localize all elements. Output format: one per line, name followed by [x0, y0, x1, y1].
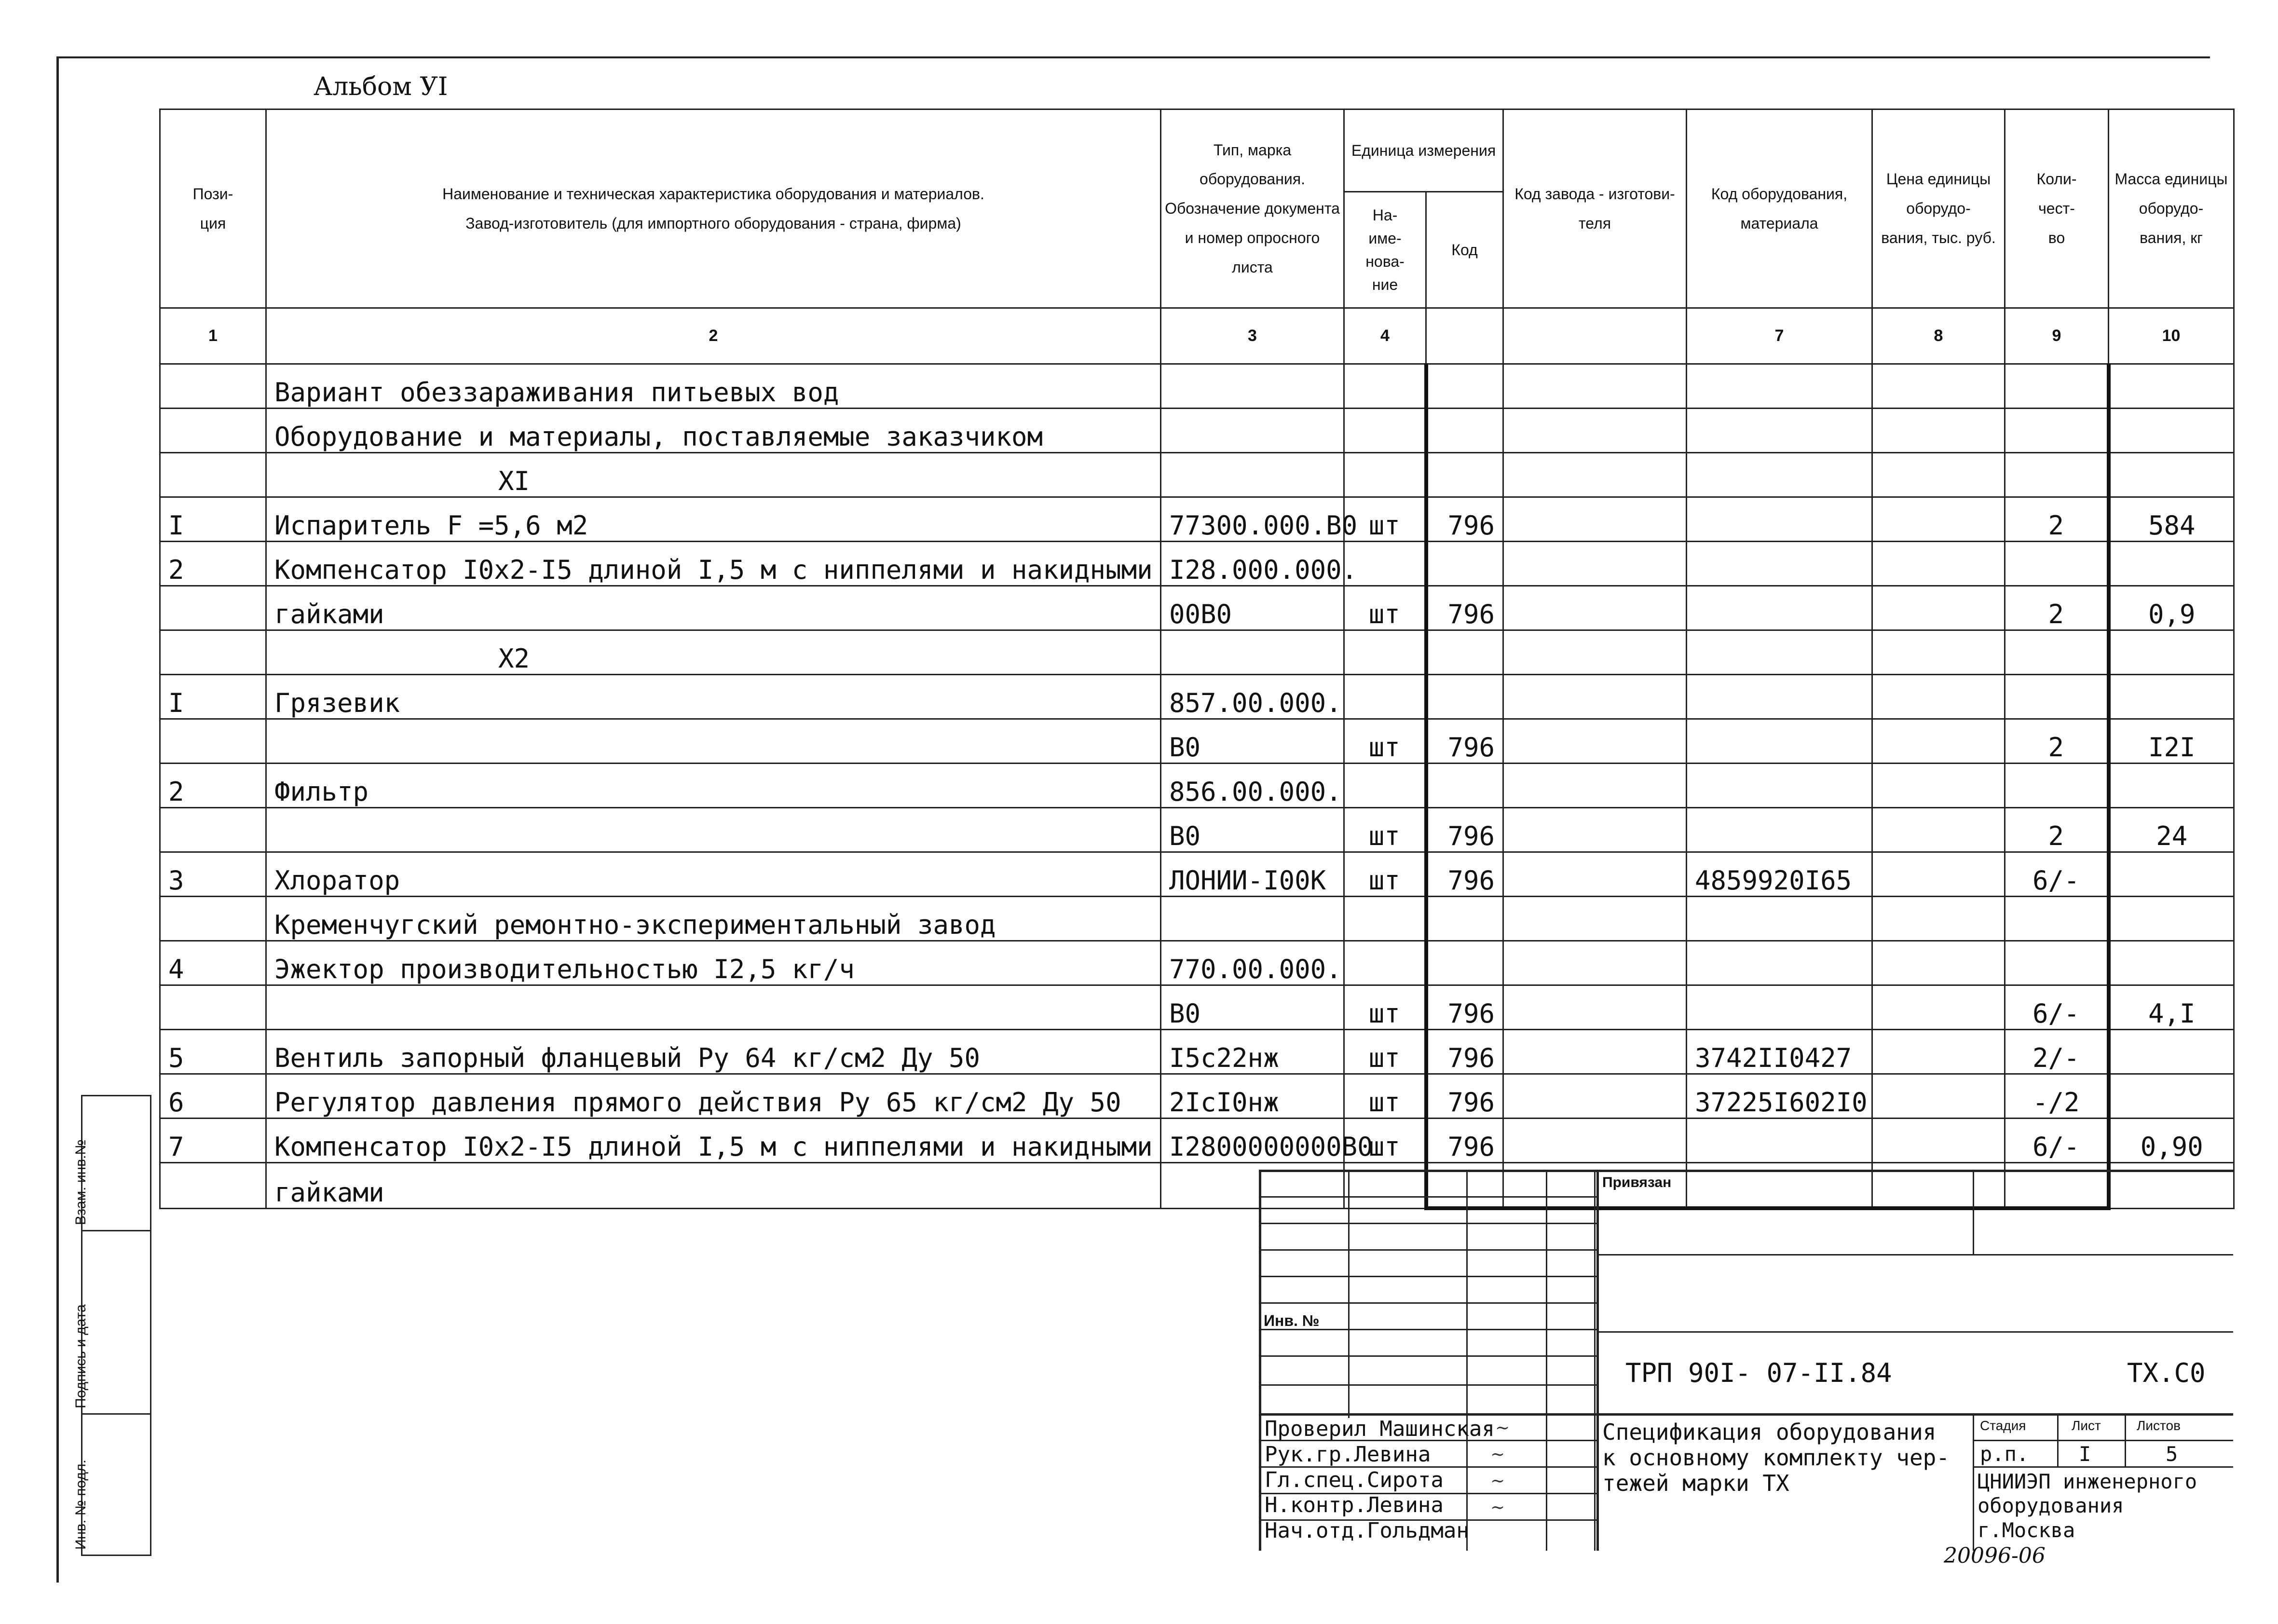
- unit-name-cell: [1344, 630, 1426, 675]
- price-cell: [1872, 897, 2005, 941]
- album-label: Альбом УI: [314, 72, 448, 101]
- type-cell: [1161, 630, 1344, 675]
- factory-code-cell: [1503, 453, 1687, 497]
- mass-cell: [2109, 897, 2234, 941]
- side-stamp-inv-replace: Взам. инв.№: [82, 1096, 150, 1231]
- unit-code-cell: 796: [1426, 852, 1503, 897]
- column-number-cell: 3: [1161, 308, 1344, 364]
- unit-name-cell: шт: [1344, 808, 1426, 852]
- signatory-department-head: Нач.отд.Гольдман: [1265, 1518, 1469, 1543]
- name-cell: Вентиль запорный фланцевый Ру 64 кг/см2 Ду 50: [266, 1030, 1161, 1074]
- quantity-cell: 2: [2005, 808, 2109, 852]
- table-row: [160, 675, 2234, 719]
- side-stamp-inv-original: Инв. № подл.: [73, 1460, 89, 1550]
- price-cell: [1872, 1030, 2005, 1074]
- unit-code-cell: [1426, 630, 1503, 675]
- mass-cell: [2109, 675, 2234, 719]
- unit-code-cell: [1426, 764, 1503, 808]
- unit-name-cell: шт: [1344, 586, 1426, 630]
- quantity-cell: -/2: [2005, 1074, 2109, 1119]
- header-price: Цена единицы оборудо- вания, тыс. руб.: [1872, 109, 2005, 308]
- header-factory-code: Код завода - изготови- теля: [1503, 109, 1687, 308]
- unit-name-cell: [1344, 941, 1426, 985]
- quantity-cell: 2: [2005, 719, 2109, 764]
- name-cell: Компенсатор I0х2-I5 длиной I,5 м с ниппелями и накидными: [266, 542, 1161, 586]
- price-cell: [1872, 409, 2005, 453]
- quantity-cell: [2005, 897, 2109, 941]
- name-cell: [266, 719, 1161, 764]
- factory-code-cell: [1503, 852, 1687, 897]
- column-number-cell: 2: [266, 308, 1161, 364]
- table-row: [160, 808, 2234, 852]
- unit-name-cell: шт: [1344, 497, 1426, 542]
- side-stamp: [73, 1095, 151, 1556]
- table-row: [160, 364, 2234, 409]
- table-row: [160, 497, 2234, 542]
- type-cell: I5с22нж: [1161, 1030, 1344, 1074]
- price-cell: [1872, 586, 2005, 630]
- position-cell: [160, 808, 266, 852]
- header-equipment-code: Код оборудования, материала: [1687, 109, 1872, 308]
- factory-code-cell: [1503, 1074, 1687, 1119]
- position-cell: [160, 719, 266, 764]
- mass-cell: [2109, 542, 2234, 586]
- document-title: Спецификация оборудования к основному комплекту чер- тежей марки ТХ: [1602, 1419, 1950, 1496]
- equipment-code-cell: [1687, 808, 1872, 852]
- type-cell: [1161, 897, 1344, 941]
- mass-cell: [2109, 364, 2234, 409]
- table-row: [160, 897, 2234, 941]
- unit-code-cell: 796: [1426, 586, 1503, 630]
- type-cell: [1161, 409, 1344, 453]
- equipment-code-cell: [1687, 453, 1872, 497]
- signature-mark: ~: [1490, 1498, 1505, 1517]
- table-row: [160, 453, 2234, 497]
- quantity-cell: 6/-: [2005, 1119, 2109, 1163]
- table-row: [160, 719, 2234, 764]
- factory-code-cell: [1503, 364, 1687, 409]
- signature-mark: ~: [1495, 1418, 1510, 1438]
- quantity-cell: 2: [2005, 497, 2109, 542]
- column-number-cell: 10: [2109, 308, 2234, 364]
- equipment-code-cell: [1687, 409, 1872, 453]
- inv-number-label: Инв. №: [1264, 1312, 1320, 1329]
- column-number-cell: 7: [1687, 308, 1872, 364]
- quantity-cell: [2005, 542, 2109, 586]
- name-cell: Оборудование и материалы, поставляемые заказчиком: [266, 409, 1161, 453]
- position-cell: 7: [160, 1119, 266, 1163]
- title-block: [1259, 1170, 2233, 1551]
- price-cell: [1872, 808, 2005, 852]
- type-cell: 2IсI0нж: [1161, 1074, 1344, 1119]
- position-cell: 2: [160, 764, 266, 808]
- unit-name-cell: [1344, 364, 1426, 409]
- mass-cell: 0,9: [2109, 586, 2234, 630]
- column-number-cell: 4: [1344, 308, 1426, 364]
- quantity-cell: 2: [2005, 586, 2109, 630]
- factory-code-cell: [1503, 985, 1687, 1030]
- specification-rows: [160, 364, 2234, 1209]
- signatory-norm-control: Н.контр.Левина: [1265, 1493, 1444, 1518]
- quantity-cell: 6/-: [2005, 985, 2109, 1030]
- table-row: [160, 985, 2234, 1030]
- type-cell: В0: [1161, 719, 1344, 764]
- price-cell: [1872, 630, 2005, 675]
- unit-code-cell: [1426, 675, 1503, 719]
- name-cell: Компенсатор I0х2-I5 длиной I,5 м с ниппелями и накидными: [266, 1119, 1161, 1163]
- type-cell: ЛОНИИ-I00К: [1161, 852, 1344, 897]
- position-cell: [160, 630, 266, 675]
- price-cell: [1872, 1119, 2005, 1163]
- type-cell: [1161, 453, 1344, 497]
- quantity-cell: [2005, 764, 2109, 808]
- quantity-cell: [2005, 453, 2109, 497]
- unit-name-cell: шт: [1344, 985, 1426, 1030]
- equipment-code-cell: [1687, 497, 1872, 542]
- header-unit-code: Код: [1426, 192, 1503, 308]
- unit-name-cell: шт: [1344, 852, 1426, 897]
- unit-name-cell: шт: [1344, 719, 1426, 764]
- price-cell: [1872, 453, 2005, 497]
- price-cell: [1872, 852, 2005, 897]
- header-type: Тип, марка оборудования. Обозначение документа и номер опросного листа: [1161, 109, 1344, 308]
- unit-name-cell: шт: [1344, 1119, 1426, 1163]
- position-cell: [160, 1163, 266, 1209]
- equipment-code-cell: [1687, 675, 1872, 719]
- position-cell: [160, 364, 266, 409]
- unit-name-cell: [1344, 764, 1426, 808]
- mass-cell: 584: [2109, 497, 2234, 542]
- drawing-mark: ТХ.С0: [2127, 1358, 2206, 1388]
- equipment-code-cell: [1687, 764, 1872, 808]
- quantity-cell: 6/-: [2005, 852, 2109, 897]
- table-row: [160, 1030, 2234, 1074]
- unit-code-cell: 796: [1426, 1119, 1503, 1163]
- unit-code-cell: 796: [1426, 985, 1503, 1030]
- mass-cell: [2109, 1030, 2234, 1074]
- equipment-code-cell: 4859920I65: [1687, 852, 1872, 897]
- sheets-label: Листов: [2137, 1418, 2181, 1433]
- price-cell: [1872, 941, 2005, 985]
- table-row: [160, 409, 2234, 453]
- type-cell: 00В0: [1161, 586, 1344, 630]
- organization: ЦНИИЭП инженерного оборудования г.Москва: [1978, 1470, 2197, 1542]
- name-cell: Грязевик: [266, 675, 1161, 719]
- equipment-code-cell: [1687, 1119, 1872, 1163]
- position-cell: [160, 409, 266, 453]
- equipment-code-cell: [1687, 719, 1872, 764]
- position-cell: 5: [160, 1030, 266, 1074]
- name-cell: Кременчугский ремонтно-экспериментальный завод: [266, 897, 1161, 941]
- mass-cell: [2109, 630, 2234, 675]
- mass-cell: [2109, 852, 2234, 897]
- factory-code-cell: [1503, 1030, 1687, 1074]
- factory-code-cell: [1503, 808, 1687, 852]
- mass-cell: [2109, 1074, 2234, 1119]
- unit-code-cell: 796: [1426, 497, 1503, 542]
- equipment-code-cell: [1687, 586, 1872, 630]
- column-number-row: [160, 308, 2234, 364]
- unit-code-cell: 796: [1426, 1074, 1503, 1119]
- factory-code-cell: [1503, 542, 1687, 586]
- factory-code-cell: [1503, 719, 1687, 764]
- type-cell: I28.000.000.: [1161, 542, 1344, 586]
- header-unit-name: На- име- нова- ние: [1344, 192, 1426, 308]
- type-cell: В0: [1161, 985, 1344, 1030]
- name-cell: Фильтр: [266, 764, 1161, 808]
- name-cell: Регулятор давления прямого действия Ру 65 кг/см2 Ду 50: [266, 1074, 1161, 1119]
- quantity-cell: 2/-: [2005, 1030, 2109, 1074]
- unit-name-cell: шт: [1344, 1030, 1426, 1074]
- type-cell: 77300.000.В0: [1161, 497, 1344, 542]
- price-cell: [1872, 364, 2005, 409]
- unit-code-cell: [1426, 364, 1503, 409]
- type-cell: [1161, 364, 1344, 409]
- signatory-group-lead: Рук.гр.Левина: [1265, 1442, 1431, 1467]
- factory-code-cell: [1503, 497, 1687, 542]
- quantity-cell: [2005, 409, 2109, 453]
- column-number-cell: 9: [2005, 308, 2109, 364]
- column-number-cell: 1: [160, 308, 266, 364]
- mass-cell: [2109, 409, 2234, 453]
- unit-code-cell: [1426, 897, 1503, 941]
- equipment-code-cell: [1687, 941, 1872, 985]
- name-cell: Испаритель F =5,6 м2: [266, 497, 1161, 542]
- price-cell: [1872, 1074, 2005, 1119]
- sheet-value: I: [2079, 1442, 2091, 1466]
- equipment-code-cell: [1687, 897, 1872, 941]
- unit-name-cell: [1344, 897, 1426, 941]
- unit-code-cell: 796: [1426, 808, 1503, 852]
- doc-code: ТРП 90I- 07-II.84: [1625, 1358, 1892, 1388]
- mass-cell: [2109, 941, 2234, 985]
- mass-cell: [2109, 453, 2234, 497]
- factory-code-cell: [1503, 630, 1687, 675]
- header-unit-group: Единица измерения: [1344, 109, 1503, 192]
- equipment-code-cell: 37225I602I0: [1687, 1074, 1872, 1119]
- type-cell: 856.00.000.: [1161, 764, 1344, 808]
- table-row: [160, 1119, 2234, 1163]
- name-cell: [266, 808, 1161, 852]
- price-cell: [1872, 542, 2005, 586]
- privyazan-label: Привязан: [1602, 1174, 1672, 1190]
- position-cell: 6: [160, 1074, 266, 1119]
- factory-code-cell: [1503, 1119, 1687, 1163]
- quantity-cell: [2005, 630, 2109, 675]
- name-cell: гайками: [266, 586, 1161, 630]
- column-number-cell: [1503, 308, 1687, 364]
- table-row: [160, 852, 2234, 897]
- sheet-label: Лист: [2072, 1418, 2101, 1433]
- unit-code-cell: [1426, 542, 1503, 586]
- table-row: [160, 1074, 2234, 1119]
- column-number-cell: [1426, 308, 1503, 364]
- type-cell: I2800000000В0: [1161, 1119, 1344, 1163]
- equipment-code-cell: [1687, 985, 1872, 1030]
- mass-cell: 4,I: [2109, 985, 2234, 1030]
- quantity-cell: [2005, 675, 2109, 719]
- position-cell: 3: [160, 852, 266, 897]
- position-cell: [160, 985, 266, 1030]
- equipment-code-cell: 3742II0427: [1687, 1030, 1872, 1074]
- factory-code-cell: [1503, 586, 1687, 630]
- price-cell: [1872, 719, 2005, 764]
- unit-name-cell: шт: [1344, 1074, 1426, 1119]
- quantity-cell: [2005, 941, 2109, 985]
- position-cell: [160, 586, 266, 630]
- unit-name-cell: [1344, 453, 1426, 497]
- unit-code-cell: [1426, 409, 1503, 453]
- position-cell: [160, 453, 266, 497]
- factory-code-cell: [1503, 941, 1687, 985]
- header-mass: Масса единицы оборудо- вания, кг: [2109, 109, 2234, 308]
- table-row: [160, 941, 2234, 985]
- header-name: Наименование и техническая характеристика оборудования и материалов. Завод-изготовитель (для импортного оборудования - страна, фирма): [266, 109, 1161, 308]
- name-cell: Эжектор производительностью I2,5 кг/ч: [266, 941, 1161, 985]
- name-cell: X2: [266, 630, 1161, 675]
- price-cell: [1872, 675, 2005, 719]
- quantity-cell: [2005, 364, 2109, 409]
- signatory-chief-specialist: Гл.спец.Сирота: [1265, 1467, 1444, 1492]
- stage-label: Стадия: [1980, 1418, 2026, 1433]
- price-cell: [1872, 985, 2005, 1030]
- table-row: [160, 586, 2234, 630]
- signatories: [1265, 1417, 1495, 1544]
- position-cell: [160, 897, 266, 941]
- signature-mark: ~: [1490, 1445, 1505, 1464]
- type-cell: 857.00.000.: [1161, 675, 1344, 719]
- position-cell: 4: [160, 941, 266, 985]
- document-number: 20096-06: [1944, 1543, 2046, 1568]
- type-cell: 770.00.000.: [1161, 941, 1344, 985]
- mass-cell: [2109, 764, 2234, 808]
- table-row: [160, 630, 2234, 675]
- equipment-code-cell: [1687, 630, 1872, 675]
- header-position: Пози- ция: [160, 109, 266, 308]
- mass-cell: I2I: [2109, 719, 2234, 764]
- unit-code-cell: 796: [1426, 719, 1503, 764]
- position-cell: 2: [160, 542, 266, 586]
- column-number-cell: 8: [1872, 308, 2005, 364]
- table-row: [160, 542, 2234, 586]
- position-cell: I: [160, 497, 266, 542]
- factory-code-cell: [1503, 764, 1687, 808]
- side-stamp-sign-date: Подпись и дата: [82, 1231, 150, 1415]
- mass-cell: 0,90: [2109, 1119, 2234, 1163]
- name-cell: Хлоратор: [266, 852, 1161, 897]
- signatory-checked: Проверил Машинская: [1265, 1417, 1495, 1441]
- factory-code-cell: [1503, 897, 1687, 941]
- unit-name-cell: [1344, 409, 1426, 453]
- name-cell: Вариант обеззараживания питьевых вод: [266, 364, 1161, 409]
- type-cell: В0: [1161, 808, 1344, 852]
- equipment-code-cell: [1687, 542, 1872, 586]
- equipment-code-cell: [1687, 364, 1872, 409]
- unit-code-cell: 796: [1426, 1030, 1503, 1074]
- price-cell: [1872, 764, 2005, 808]
- mass-cell: 24: [2109, 808, 2234, 852]
- unit-code-cell: [1426, 453, 1503, 497]
- table-row: [160, 764, 2234, 808]
- factory-code-cell: [1503, 409, 1687, 453]
- position-cell: I: [160, 675, 266, 719]
- name-cell: [266, 985, 1161, 1030]
- name-cell: XI: [266, 453, 1161, 497]
- stage-value: р.п.: [1980, 1442, 2029, 1466]
- header-quantity: Коли- чест- во: [2005, 109, 2109, 308]
- sheets-value: 5: [2166, 1442, 2178, 1466]
- name-cell: гайками: [266, 1163, 1161, 1209]
- unit-name-cell: [1344, 675, 1426, 719]
- specification-table: [159, 109, 2235, 1210]
- unit-code-cell: [1426, 941, 1503, 985]
- price-cell: [1872, 497, 2005, 542]
- factory-code-cell: [1503, 675, 1687, 719]
- signature-mark: ~: [1490, 1471, 1505, 1491]
